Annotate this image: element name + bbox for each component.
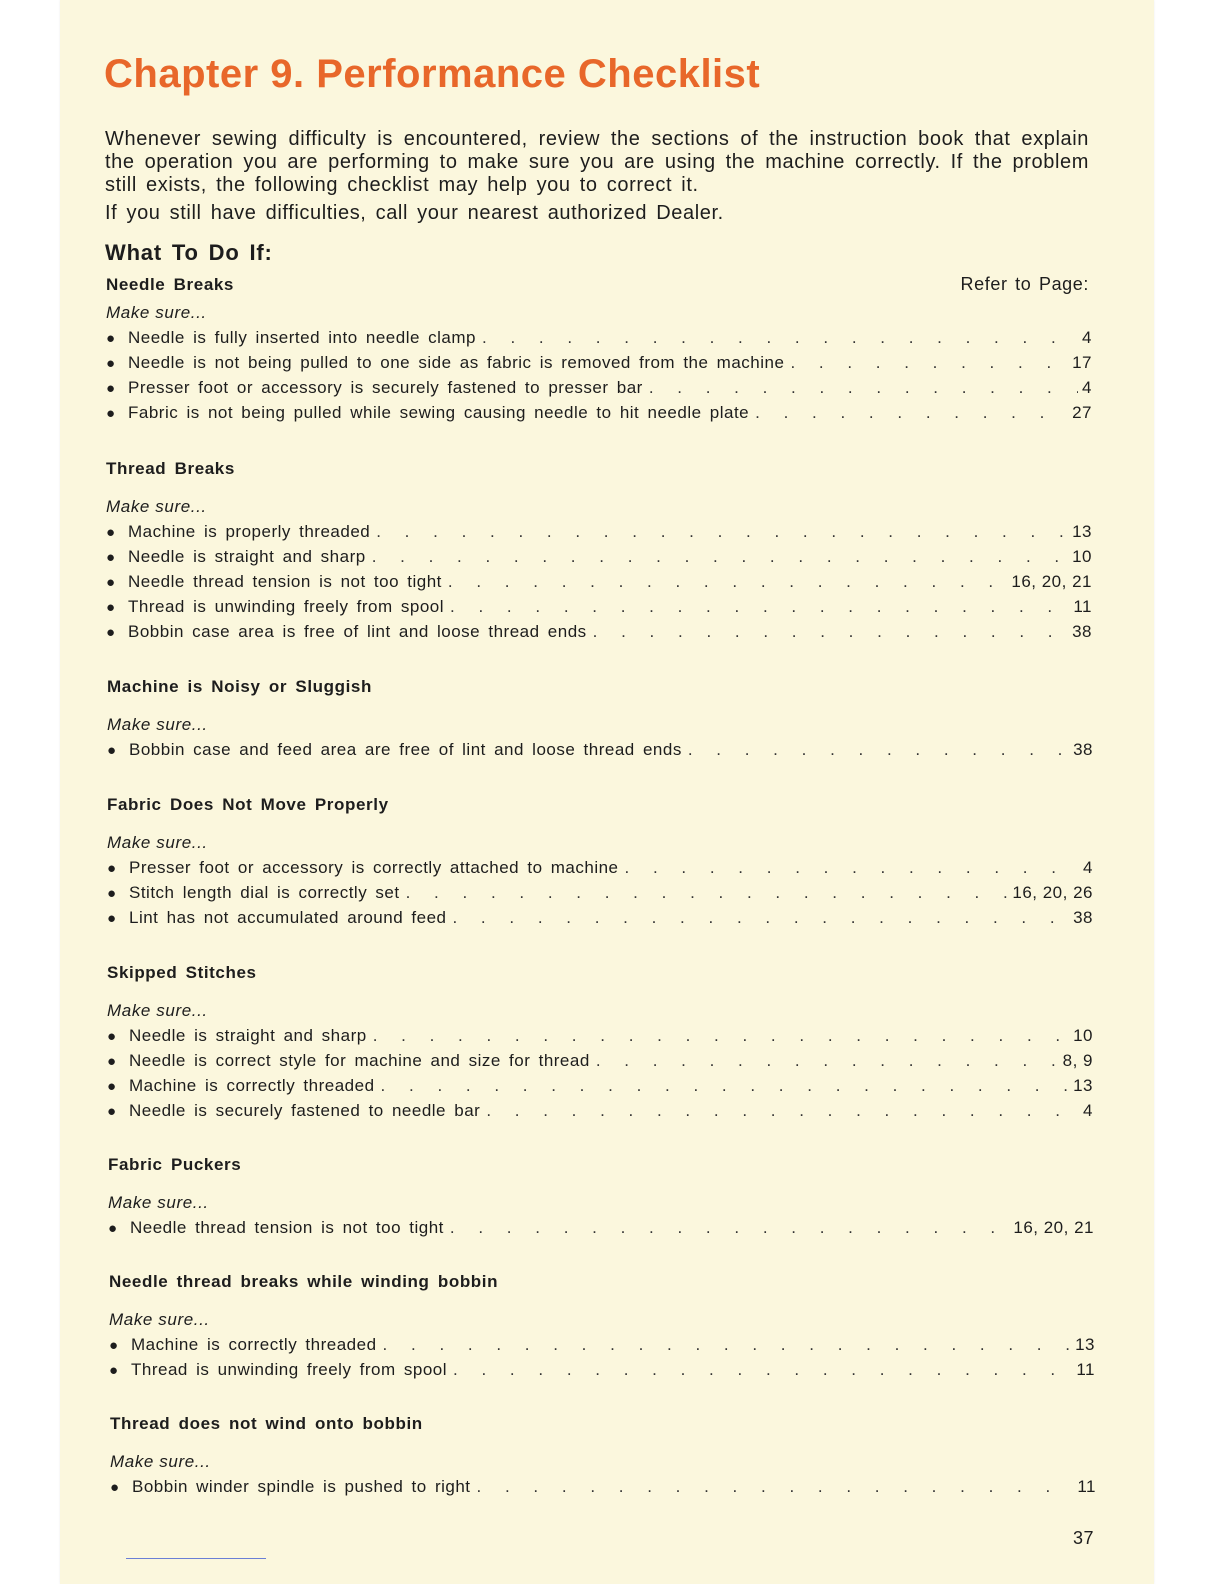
- make-sure-label: Make sure...: [107, 715, 208, 734]
- item-text: Lint has not accumulated around feed: [129, 908, 447, 927]
- item-text: Needle thread tension is not too tight: [130, 1218, 444, 1237]
- bullet-icon: ●: [108, 1220, 118, 1237]
- bullet-icon: ●: [107, 860, 117, 877]
- make-sure-label: Make sure...: [109, 1310, 210, 1329]
- bullet-icon: ●: [106, 599, 116, 616]
- checklist-item: [106, 519, 1092, 544]
- item-text: Needle thread tension is not too tight: [128, 572, 442, 591]
- item-text: Needle is correct style for machine and size for thread: [129, 1051, 590, 1070]
- page-reference: 16, 20, 21: [1011, 572, 1092, 591]
- bullet-icon: ●: [109, 1337, 119, 1354]
- checklist-item: [107, 905, 1093, 930]
- bullet-icon: ●: [109, 1362, 119, 1379]
- checklist-item: [108, 1215, 1094, 1240]
- page-reference: 11: [1076, 1360, 1095, 1379]
- checklist-item: [107, 1073, 1093, 1098]
- item-text: Needle is securely fastened to needle bar: [129, 1101, 481, 1120]
- section-title: Fabric Puckers: [108, 1155, 242, 1174]
- item-text: Machine is correctly threaded: [131, 1335, 377, 1354]
- bullet-icon: ●: [106, 624, 116, 641]
- dot-leader: [406, 880, 1009, 905]
- item-text: Thread is unwinding freely from spool: [131, 1360, 448, 1379]
- bullet-icon: ●: [106, 549, 116, 566]
- section-title: Needle Breaks: [106, 275, 234, 294]
- checklist-item: [106, 544, 1092, 569]
- page-reference: 13: [1072, 522, 1092, 541]
- item-text: Presser foot or accessory is securely fastened to presser bar: [128, 378, 643, 397]
- checklist-item: [106, 400, 1092, 425]
- page-reference: 38: [1072, 622, 1092, 641]
- checklist-item: [110, 1474, 1096, 1499]
- dot-leader: [790, 350, 1068, 375]
- dot-leader: [453, 1357, 1072, 1382]
- dot-leader: [482, 325, 1078, 350]
- checklist-section: [107, 676, 1093, 762]
- page-number: 37: [1072, 1528, 1094, 1548]
- section-title: Thread does not wind onto bobbin: [110, 1414, 423, 1433]
- item-text: Needle is not being pulled to one side as fabric is removed from the machine: [128, 353, 785, 372]
- bullet-icon: ●: [110, 1479, 120, 1496]
- intro-paragraph: Whenever sewing difficulty is encountered, review the sections of the instruction book that explain the operation you are performing to make sure you are using the machine correctly. If the problem still exists, the following checklist may help you to correct it.: [105, 128, 1089, 196]
- page-reference: 4: [1083, 1101, 1093, 1120]
- bullet-icon: ●: [106, 355, 116, 372]
- dot-leader: [755, 400, 1068, 425]
- bullet-icon: ●: [107, 1103, 117, 1120]
- dot-leader: [649, 375, 1078, 400]
- make-sure-label: Make sure...: [106, 303, 207, 322]
- dot-leader: [373, 1023, 1069, 1048]
- checklist-section: [108, 1154, 1094, 1240]
- page-reference: 17: [1072, 353, 1092, 372]
- page-reference: 16, 20, 26: [1012, 883, 1093, 902]
- dot-leader: [372, 544, 1068, 569]
- page-reference: 4: [1082, 328, 1092, 347]
- page-reference: 38: [1073, 740, 1093, 759]
- checklist-section: [106, 458, 1092, 644]
- checklist-item: [107, 1048, 1093, 1073]
- page-reference: 38: [1073, 908, 1093, 927]
- make-sure-label: Make sure...: [108, 1193, 209, 1212]
- checklist-item: [107, 880, 1093, 905]
- dealer-note: If you still have difficulties, call your nearest authorized Dealer.: [105, 202, 724, 224]
- dot-leader: [688, 737, 1069, 762]
- make-sure-label: Make sure...: [106, 497, 207, 516]
- bullet-icon: ●: [107, 742, 117, 759]
- dot-leader: [452, 905, 1069, 930]
- page-reference: 8, 9: [1062, 1051, 1093, 1070]
- dot-leader: [596, 1048, 1059, 1073]
- item-text: Bobbin winder spindle is pushed to right: [132, 1477, 471, 1496]
- item-text: Thread is unwinding freely from spool: [128, 597, 445, 616]
- checklist-item: [107, 737, 1093, 762]
- dot-leader: [625, 855, 1080, 880]
- dot-leader: [381, 1073, 1070, 1098]
- scan-rule-line: [126, 1558, 266, 1559]
- item-text: Machine is correctly threaded: [129, 1076, 375, 1095]
- page-reference: 4: [1082, 378, 1092, 397]
- checklist-item: [109, 1357, 1095, 1382]
- checklist-item: [107, 1023, 1093, 1048]
- item-text: Presser foot or accessory is correctly attached to machine: [129, 858, 619, 877]
- page-reference: 10: [1072, 547, 1092, 566]
- item-text: Bobbin case area is free of lint and loose thread ends: [128, 622, 587, 641]
- checklist-item: [109, 1332, 1095, 1357]
- page-reference: 13: [1073, 1076, 1093, 1095]
- page-reference: 11: [1073, 597, 1092, 616]
- checklist-section: [109, 1271, 1095, 1382]
- refer-to-page-label: Refer to Page:: [960, 274, 1089, 294]
- bullet-icon: ●: [107, 1053, 117, 1070]
- bullet-icon: ●: [107, 885, 117, 902]
- checklist-item: [106, 569, 1092, 594]
- dot-leader: [593, 619, 1068, 644]
- bullet-icon: ●: [106, 330, 116, 347]
- what-to-do-heading: What To Do If:: [105, 240, 273, 265]
- page-reference: 4: [1083, 858, 1093, 877]
- checklist-section: [110, 1413, 1096, 1499]
- bullet-icon: ●: [106, 574, 116, 591]
- dot-leader: [450, 594, 1069, 619]
- section-title: Skipped Stitches: [107, 963, 257, 982]
- bullet-icon: ●: [107, 910, 117, 927]
- dot-leader: [477, 1474, 1074, 1499]
- checklist-item: [106, 325, 1092, 350]
- section-title: Machine is Noisy or Sluggish: [107, 677, 372, 696]
- dot-leader: [448, 569, 1007, 594]
- dot-leader: [450, 1215, 1009, 1240]
- manual-page: [60, 0, 1154, 1584]
- make-sure-label: Make sure...: [110, 1452, 211, 1471]
- section-title: Thread Breaks: [106, 459, 235, 478]
- checklist-section: [107, 794, 1093, 930]
- checklist-item: [106, 619, 1092, 644]
- bullet-icon: ●: [107, 1078, 117, 1095]
- item-text: Machine is properly threaded: [128, 522, 371, 541]
- item-text: Needle is straight and sharp: [128, 547, 366, 566]
- make-sure-label: Make sure...: [107, 1001, 208, 1020]
- dot-leader: [383, 1332, 1072, 1357]
- item-text: Bobbin case and feed area are free of lint and loose thread ends: [129, 740, 682, 759]
- checklist-item: [106, 594, 1092, 619]
- item-text: Stitch length dial is correctly set: [129, 883, 400, 902]
- section-title: Needle thread breaks while winding bobbin: [109, 1272, 499, 1291]
- section-title: Fabric Does Not Move Properly: [107, 795, 389, 814]
- checklist-item: [107, 855, 1093, 880]
- checklist-section: [106, 274, 1092, 425]
- bullet-icon: ●: [107, 1028, 117, 1045]
- bullet-icon: ●: [106, 405, 116, 422]
- page-reference: 27: [1072, 403, 1092, 422]
- page-reference: 16, 20, 21: [1013, 1218, 1094, 1237]
- dot-leader: [376, 519, 1068, 544]
- page-reference: 11: [1077, 1477, 1096, 1496]
- page-reference: 10: [1073, 1026, 1093, 1045]
- checklist-item: [106, 375, 1092, 400]
- checklist-item: [106, 350, 1092, 375]
- dot-leader: [486, 1098, 1079, 1123]
- checklist-item: [107, 1098, 1093, 1123]
- chapter-title: Chapter 9. Performance Checklist: [104, 52, 761, 96]
- item-text: Needle is straight and sharp: [129, 1026, 367, 1045]
- make-sure-label: Make sure...: [107, 833, 208, 852]
- bullet-icon: ●: [106, 524, 116, 541]
- bullet-icon: ●: [106, 380, 116, 397]
- checklist-section: [107, 962, 1093, 1123]
- item-text: Needle is fully inserted into needle clamp: [128, 328, 477, 347]
- page-reference: 13: [1075, 1335, 1095, 1354]
- item-text: Fabric is not being pulled while sewing causing needle to hit needle plate: [128, 403, 750, 422]
